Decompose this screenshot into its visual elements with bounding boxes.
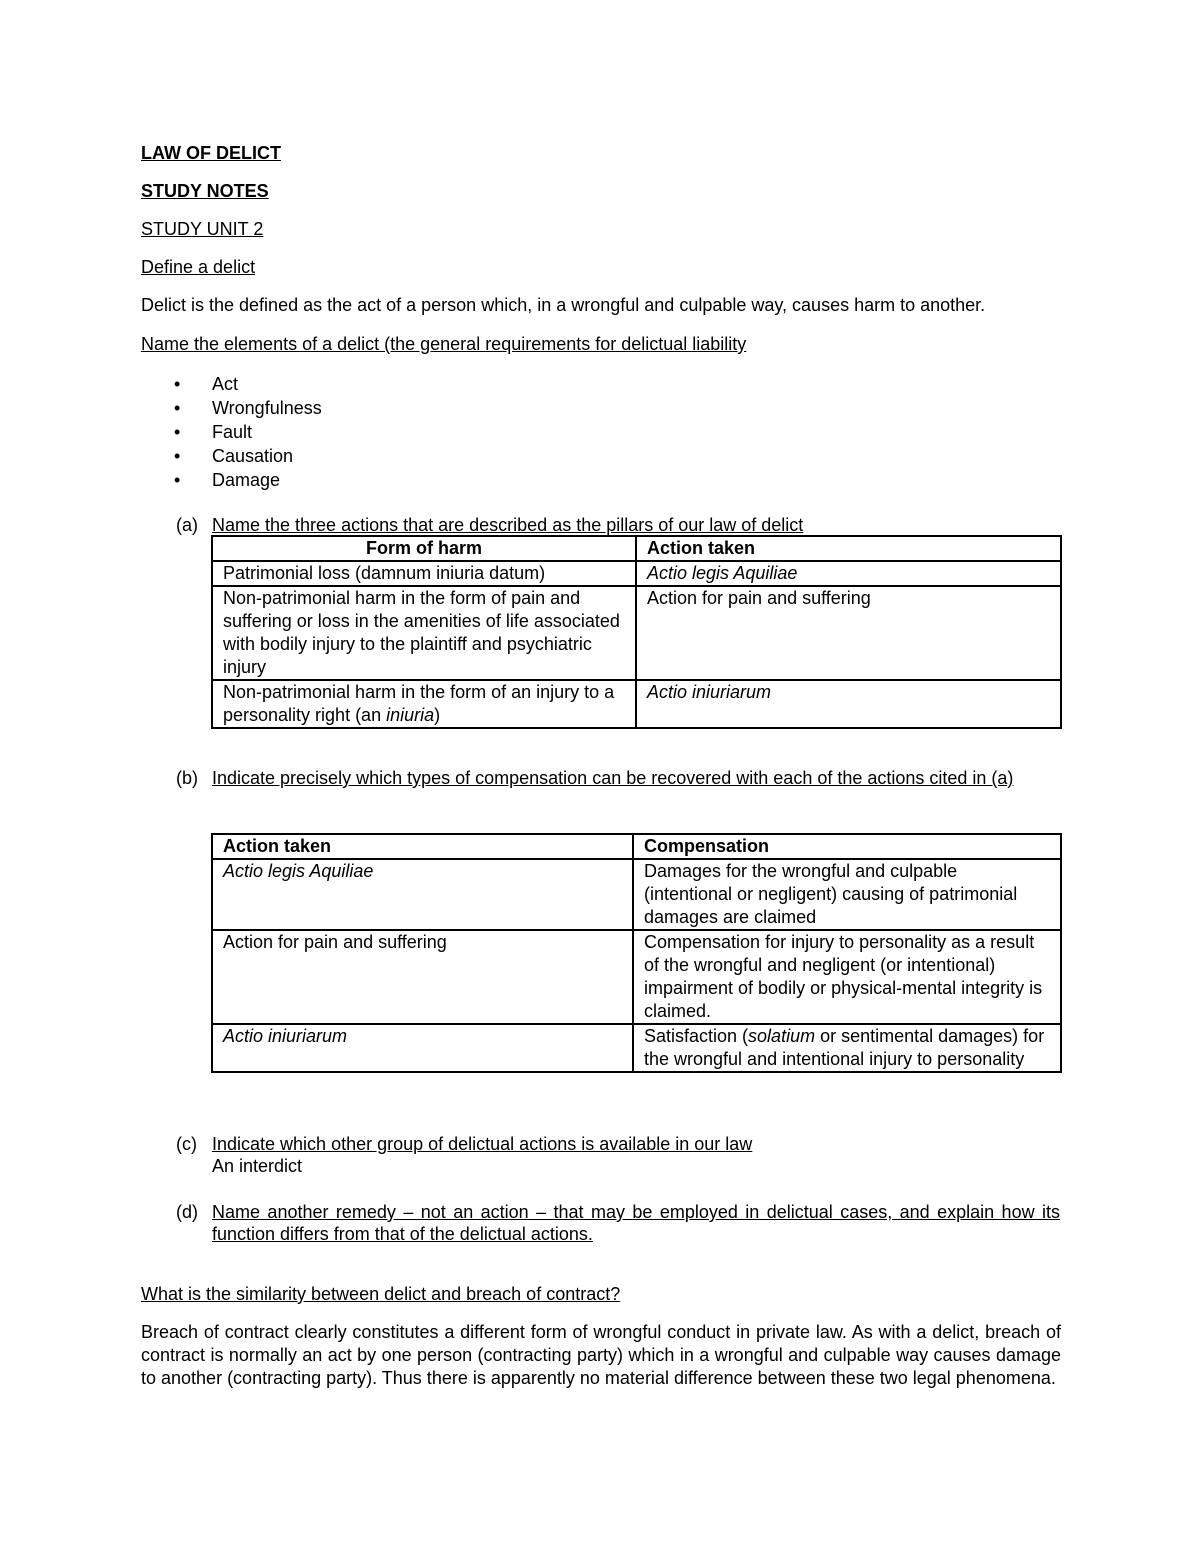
- table-cell: Actio legis Aquiliae: [636, 561, 1061, 586]
- table-cell: Non-patrimonial harm in the form of pain and suffering or loss in the amenities of life associated with bodily injury to the plaintiff and psychiatric injury: [212, 586, 636, 680]
- list-item: • Causation: [174, 446, 294, 466]
- question-d-label: (d): [176, 1202, 198, 1222]
- list-item: • Act: [174, 374, 239, 394]
- table-cell: Compensation for injury to personality as a result of the wrongful and negligent (or intentional) impairment of bodily or physical-mental integrity is claimed.: [633, 930, 1061, 1024]
- table-cell: Patrimonial loss (damnum iniuria datum): [212, 561, 636, 586]
- bullet-icon: •: [174, 422, 181, 442]
- list-item: • Damage: [174, 470, 281, 490]
- column-header: Form of harm: [212, 536, 636, 561]
- define-text: Delict is the defined as the act of a person which, in a wrongful and culpable way, causes harm to another.: [141, 295, 986, 315]
- question-b-text: Indicate precisely which types of compensation can be recovered with each of the actions cited in (a): [212, 768, 1014, 788]
- define-heading: Define a delict: [141, 257, 256, 277]
- table-header-row: [212, 536, 1061, 561]
- table-row: [212, 859, 1061, 930]
- table-cell: Action for pain and suffering: [212, 930, 633, 1024]
- question-c-text: Indicate which other group of delictual actions is available in our law: [212, 1134, 753, 1154]
- question-d-text: Name another remedy – not an action – that may be employed in delictual cases, and explain how its function differs from that of the delictual actions.: [212, 1202, 1060, 1244]
- column-header: Action taken: [636, 536, 1061, 561]
- question-b-label: (b): [176, 768, 198, 788]
- table-cell: Actio legis Aquiliae: [212, 859, 633, 930]
- table-row: [212, 561, 1061, 586]
- list-item: • Wrongfulness: [174, 398, 322, 418]
- actions-table: [211, 535, 1062, 729]
- bullet-icon: •: [174, 470, 181, 490]
- table-cell: Satisfaction (solatium or sentimental damages) for the wrongful and intentional injury to personality: [633, 1024, 1061, 1072]
- question-c-label: (c): [176, 1134, 197, 1154]
- table-cell: Action for pain and suffering: [636, 586, 1061, 680]
- compensation-table: [211, 833, 1062, 1073]
- question-c-answer: An interdict: [212, 1156, 303, 1176]
- table-row: [212, 1024, 1061, 1072]
- list-item: • Fault: [174, 422, 253, 442]
- column-header: Compensation: [633, 834, 1061, 859]
- similarity-heading: What is the similarity between delict and breach of contract?: [141, 1284, 621, 1304]
- table-row: [212, 680, 1061, 728]
- column-header: Action taken: [212, 834, 633, 859]
- bullet-icon: •: [174, 374, 181, 394]
- table-cell: Actio iniuriarum: [212, 1024, 633, 1072]
- elements-heading: Name the elements of a delict (the general requirements for delictual liability: [141, 334, 747, 354]
- similarity-text: Breach of contract clearly constitutes a different form of wrongful conduct in private law. As with a delict, breach of contract is normally an act by one person (contracting party) which in a wrongful and culpable way causes damage to another (contracting party). Thus there is apparently no material difference between these two legal phenomena.: [141, 1322, 1061, 1388]
- document-subtitle: STUDY NOTES: [141, 181, 269, 201]
- question-a-label: (a): [176, 515, 198, 535]
- bullet-icon: •: [174, 398, 181, 418]
- study-unit-heading: STUDY UNIT 2: [141, 219, 264, 239]
- table-header-row: [212, 834, 1061, 859]
- question-a-text: Name the three actions that are described as the pillars of our law of delict: [212, 515, 804, 535]
- document-title: LAW OF DELICT: [141, 143, 281, 163]
- table-cell: Damages for the wrongful and culpable (intentional or negligent) causing of patrimonial damages are claimed: [633, 859, 1061, 930]
- table-row: [212, 586, 1061, 680]
- bullet-icon: •: [174, 446, 181, 466]
- table-cell: Actio iniuriarum: [636, 680, 1061, 728]
- table-row: [212, 930, 1061, 1024]
- table-cell: Non-patrimonial harm in the form of an injury to a personality right (an iniuria): [212, 680, 636, 728]
- elements-list: [174, 372, 322, 492]
